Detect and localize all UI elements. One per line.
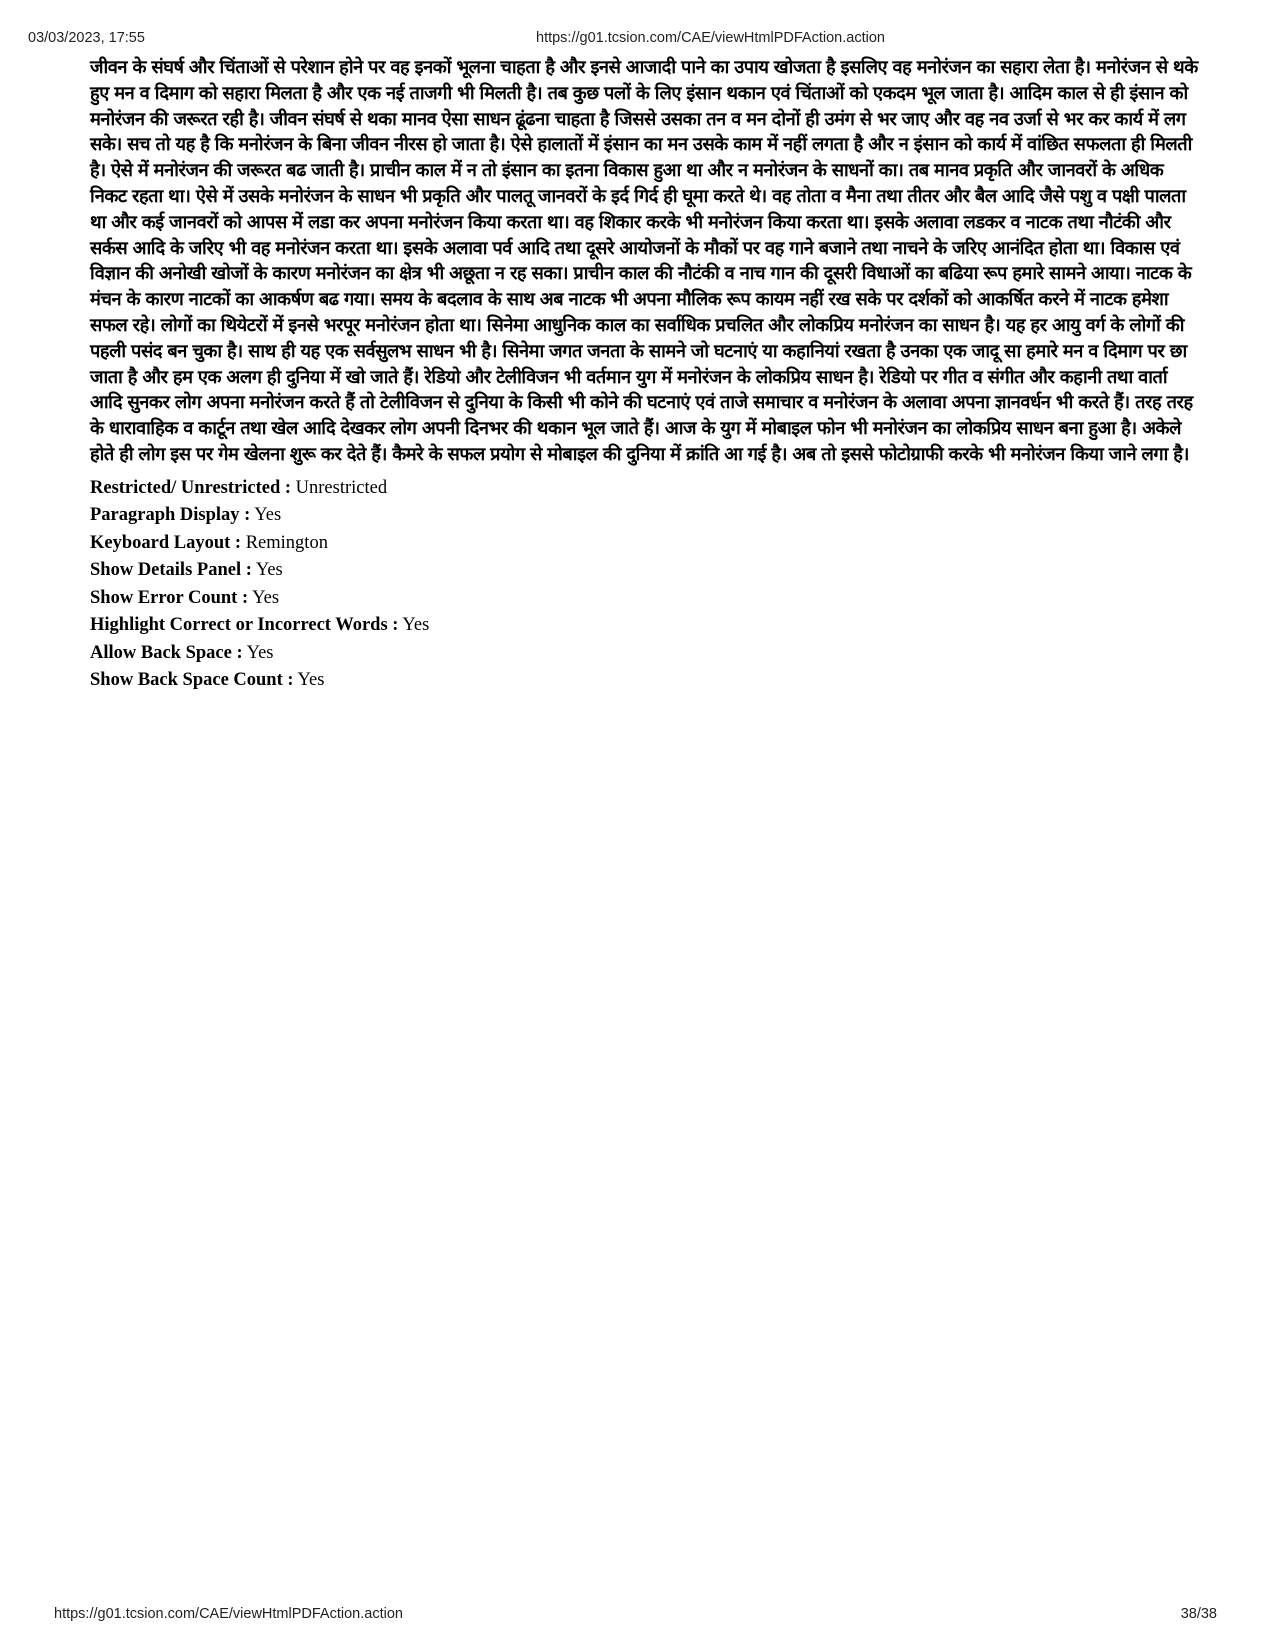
print-footer-url: https://g01.tcsion.com/CAE/viewHtmlPDFAction.action	[54, 1606, 403, 1622]
property-value: Yes	[246, 642, 274, 663]
property-row-show-error-count	[90, 585, 1200, 613]
property-row-highlight-words	[90, 612, 1200, 640]
test-properties	[90, 475, 1200, 695]
property-label: Show Error Count :	[90, 587, 249, 608]
property-row-show-back-space-count	[90, 667, 1200, 695]
property-label: Highlight Correct or Incorrect Words :	[90, 615, 399, 636]
property-row-allow-back-space	[90, 640, 1200, 668]
typing-passage: जीवन के संघर्ष और चिंताओं से परेशान होने पर वह इनकों भूलना चाहता है और इनसे आजादी पाने का उपाय खोजता है इसलिए वह मनोरंजन का सहारा लेता है। मनोरंजन से थके हुए मन व दिमाग को सहारा मिलता है और एक नई ताजगी भी मिलती है। तब कुछ पलों के लिए इंसान थकान एवं चिंताओं को एकदम भूल जाता है। आदिम काल से ही इंसान को मनोरंजन की जरूरत रही है। जीवन संघर्ष से थका मानव ऐसा साधन ढूंढना चाहता है जिससे उसका तन व मन दोनों ही उमंग से भर जाए और वह नव उर्जा से भर कर कार्य में लग सके। सच तो यह है कि मनोरंजन के बिना जीवन नीरस हो जाता है। ऐसे हालातों में इंसान का मन उसके काम में नहीं लगता है और न इंसान को कार्य में वांछित सफलता ही मिलती है। ऐसे में मनोरंजन की जरूरत बढ जाती है। प्राचीन काल में न तो इंसान का इतना विकास हुआ था और न मनोरंजन के साधनों का। तब मानव प्रकृति और जानवरों के अधिक निकट रहता था। ऐसे में उसके मनोरंजन के साधन भी प्रकृति और पालतू जानवरों के इर्द गिर्द ही घूमा करते थे। वह तोता व मैना तथा तीतर और बैल आदि जैसे पशु व पक्षी पालता था और कई जानवरों को आपस में लडा कर अपना मनोरंजन किया करता था। वह शिकार करके भी मनोरंजन किया करता था। इसके अलावा लडकर व नाटक तथा नौटंकी और सर्कस आदि के जरिए भी वह मनोरंजन करता था। इसके अलावा पर्व आदि तथा दूसरे आयोजनों के मौकों पर वह गाने बजाने तथा नाचने के जरिए आनंदित होता था। विकास एवं विज्ञान की अनोखी खोजों के कारण मनोरंजन का क्षेत्र भी अछूता न रह सका। प्राचीन काल की नौटंकी व नाच गान की दूसरी विधाओं का बढिया रूप हमारे सामने आया। नाटक के मंचन के कारण नाटकों का आकर्षण बढ गया। समय के बदलाव के साथ अब नाटक भी अपना मौलिक रूप कायम नहीं रख सके पर दर्शकों को आकर्षित करने में नाटक हमेशा सफल रहे। लोगों का थियेटरों में इनसे भरपूर मनोरंजन होता था। सिनेमा आधुनिक काल का सर्वाधिक प्रचलित और लोकप्रिय मनोरंजन का साधन है। यह हर आयु वर्ग के लोगों की पहली पसंद बन चुका है। साथ ही यह एक सर्वसुलभ साधन भी है। सिनेमा जगत जनता के सामने जो घटनाएं या कहानियां रखता है उनका एक जादू सा हमारे मन व दिमाग पर छा जाता है और हम एक अलग ही दुनिया में खो जाते हैं। रेडियो और टेलीविजन भी वर्तमान युग में मनोरंजन के लोकप्रिय साधन है। रेडियो पर गीत व संगीत और कहानी तथा वार्ता आदि सुनकर लोग अपना मनोरंजन करते हैं तो टेलीविजन से दुनिया के किसी भी कोने की घटनाएं एवं ताजे समाचार व मनोरंजन के अलावा अपना ज्ञानवर्धन भी करते हैं। तरह तरह के धारावाहिक व कार्टून तथा खेल आदि देखकर लोग अपनी दिनभर की थकान भूल जाते हैं। आज के युग में मोबाइल फोन भी मनोरंजन का लोकप्रिय साधन बना हुआ है। अकेले होते ही लोग इस पर गेम खेलना शुरू कर देते हैं। कैमरे के सफल प्रयोग से मोबाइल की दुनिया में क्रांति आ गई है। अब तो इससे फोटोग्राफी करके भी मनोरंजन किया जाने लगा है।	[90, 57, 1198, 465]
print-header-url: https://g01.tcsion.com/CAE/viewHtmlPDFAction.action	[536, 30, 885, 46]
page-number: 38/38	[1180, 1606, 1217, 1622]
print-datetime: 03/03/2023, 17:55	[28, 30, 145, 46]
property-value: Unrestricted	[295, 477, 388, 498]
property-label: Keyboard Layout :	[90, 532, 242, 553]
property-row-paragraph-display	[90, 502, 1200, 530]
property-label: Show Back Space Count :	[90, 670, 294, 691]
property-value: Yes	[255, 560, 283, 581]
property-label: Restricted/ Unrestricted :	[90, 477, 292, 498]
property-value: Yes	[252, 587, 280, 608]
property-value: Yes	[402, 615, 430, 636]
property-value: Yes	[254, 505, 282, 526]
property-row-keyboard-layout	[90, 530, 1200, 558]
property-row-show-details-panel	[90, 557, 1200, 585]
page-content	[90, 55, 1200, 695]
property-row-restricted	[90, 475, 1200, 503]
property-label: Paragraph Display :	[90, 505, 251, 526]
property-label: Show Details Panel :	[90, 560, 252, 581]
property-label: Allow Back Space :	[90, 642, 243, 663]
property-value: Remington	[245, 532, 328, 553]
property-value: Yes	[297, 670, 325, 691]
